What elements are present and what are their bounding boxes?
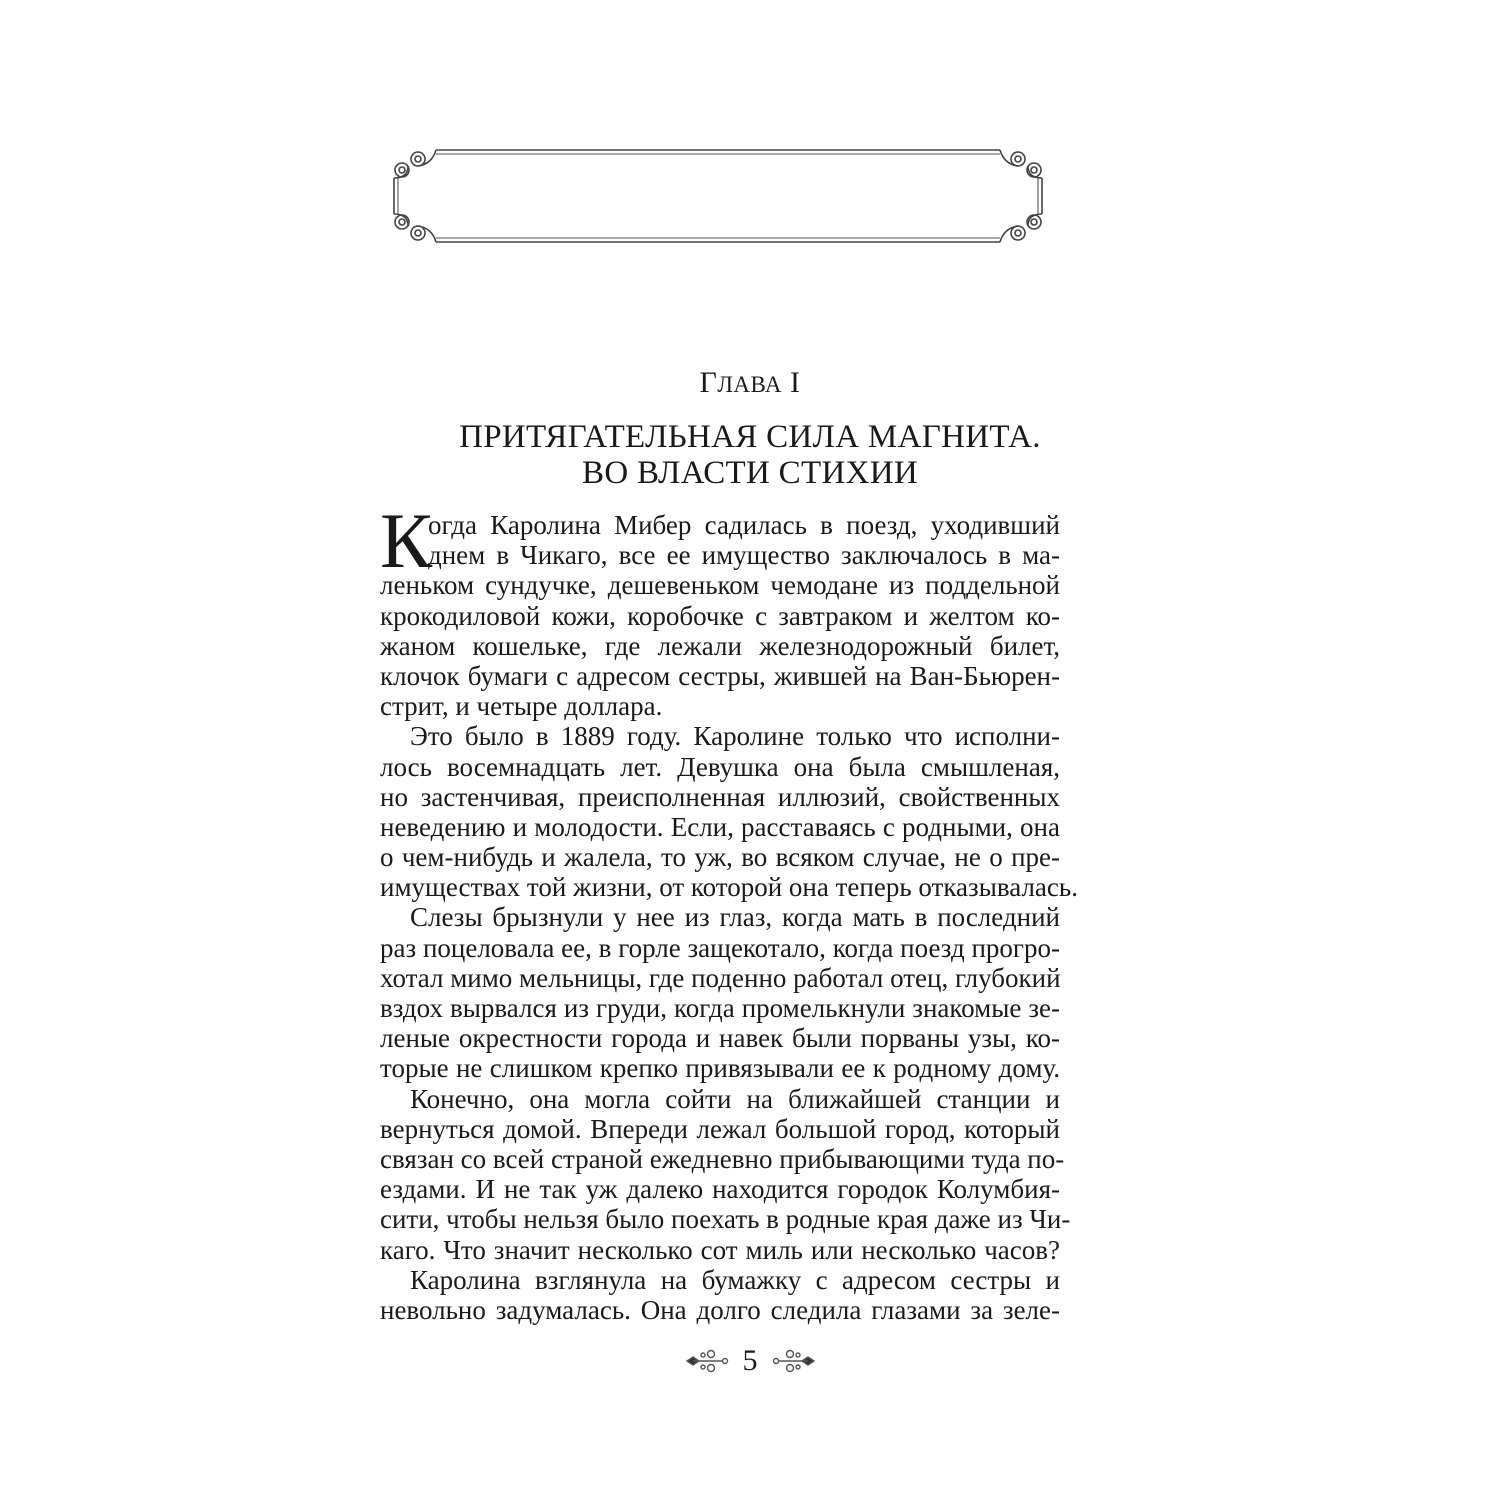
chapter-title-line: ПРИТЯГАТЕЛЬНАЯ СИЛА МАГНИТА.	[459, 419, 1041, 455]
text-line: невольно задумалась. Она долго следила глазами за зеле-	[380, 1294, 1060, 1325]
drop-cap: К	[380, 497, 433, 584]
page-footer	[0, 1344, 1500, 1378]
text-line: связан со всей страной ежедневно прибывающими туда по-	[380, 1143, 1065, 1174]
body-text	[380, 510, 1078, 1325]
text-line: раз поцеловала ее, в горле защекотало, когда поезд прогро-	[380, 932, 1060, 963]
text-line: вернуться домой. Впереди лежал большой город, который	[380, 1113, 1060, 1144]
chapter-label-initial: Г	[699, 366, 718, 399]
text-line: леньком сундучке, дешевеньком чемодане из поддельной	[380, 570, 1060, 601]
text-line: леные окрестности города и навек были порваны узы, ко-	[380, 1023, 1060, 1054]
text-line: стрит, и четыре доллара.	[380, 691, 663, 722]
ornamental-frame-icon	[388, 146, 1048, 246]
text-line: но застенчивая, преисполненная иллюзий, свойственных	[380, 781, 1060, 812]
text-line: днем в Чикаго, все ее имущество заключалось в ма-	[428, 540, 1060, 571]
text-line: Конечно, она могла сойти на ближайшей станции и	[410, 1083, 1060, 1114]
fleuron-right-icon	[772, 1349, 816, 1373]
text-line: имуществах той жизни, от которой она теперь отказывалась.	[380, 872, 1078, 903]
text-line: неведению и молодости. Если, расставаясь с родными, она	[380, 811, 1060, 842]
text-line: Это было в 1889 году. Каролине только что исполни-	[410, 721, 1060, 752]
text-line: хотал мимо мельницы, где поденно работал отец, глубокий	[380, 962, 1061, 993]
text-line: торые не слишком крепко привязывали ее к родному дому.	[380, 1053, 1060, 1084]
chapter-numeral: I	[790, 366, 801, 399]
text-line: сити, чтобы нельзя было поехать в родные края даже из Чи-	[380, 1204, 1071, 1235]
fleuron-left-icon	[685, 1349, 729, 1373]
text-line: огда Каролина Мибер садилась в поезд, уходивший	[428, 510, 1060, 540]
chapter-label	[0, 366, 1500, 400]
text-line: клочок бумаги с адресом сестры, жившей на Ван-Бьюрен-	[380, 660, 1060, 691]
text-line: вздох вырвался из груди, когда промелькнули знакомые зе-	[380, 993, 1060, 1023]
text-line: о чем-нибудь и жалела, то уж, во всяком случае, не о пре-	[380, 842, 1060, 873]
chapter-title	[0, 419, 1500, 491]
text-line: лось восемнадцать лет. Девушка она была смышленая,	[380, 751, 1060, 782]
text-line: Слезы брызнули у нее из глаз, когда мать в последний	[410, 902, 1060, 933]
chapter-title-line: ВО ВЛАСТИ СТИХИИ	[582, 455, 918, 491]
chapter-label-rest: ЛАВА	[717, 372, 783, 397]
text-line: крокодиловой кожи, коробочке с завтраком и желтом ко-	[380, 600, 1060, 631]
page-number: 5	[742, 1344, 758, 1377]
text-line: Каролина взглянула на бумажку с адресом сестры и	[410, 1264, 1060, 1295]
text-line: жаном кошельке, где лежали железнодорожный билет,	[380, 630, 1060, 661]
ornamental-header-frame	[388, 146, 1048, 246]
text-line: ездами. И не так уж далеко находится городок Колумбия-	[380, 1174, 1060, 1205]
text-line: каго. Что значит несколько сот миль или несколько часов?	[380, 1234, 1060, 1265]
